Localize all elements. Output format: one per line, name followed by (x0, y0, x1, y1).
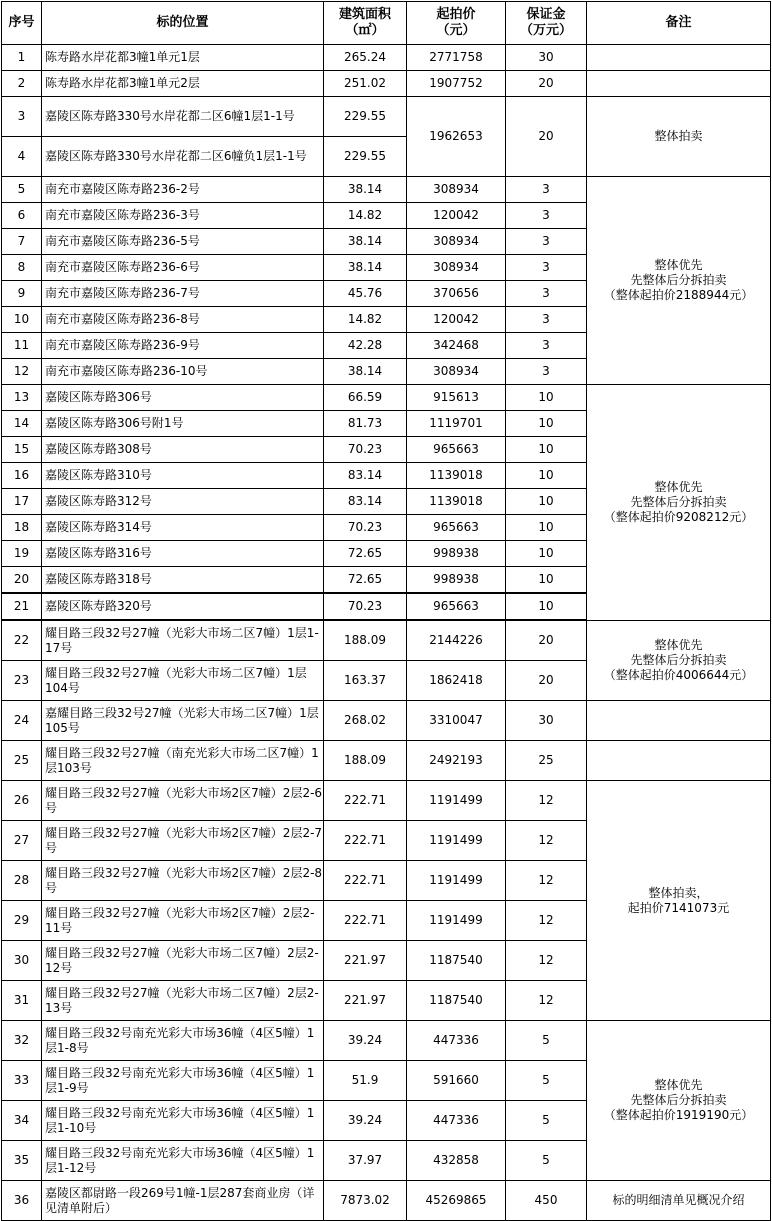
cell-deposit: 20 (506, 71, 587, 97)
note-line: 先整体后分拆拍卖 (630, 652, 727, 667)
cell-note (587, 45, 771, 71)
cell-deposit: 5 (506, 1061, 587, 1101)
cell-seq: 10 (2, 307, 42, 333)
cell-seq: 32 (2, 1021, 42, 1061)
cell-seq: 26 (2, 781, 42, 821)
cell-area: 72.65 (324, 541, 407, 567)
cell-price: 308934 (407, 255, 506, 281)
cell-seq: 33 (2, 1061, 42, 1101)
cell-seq: 27 (2, 821, 42, 861)
cell-seq: 18 (2, 515, 42, 541)
cell-price: 308934 (407, 177, 506, 203)
cell-seq: 8 (2, 255, 42, 281)
cell-area: 7873.02 (324, 1181, 407, 1221)
cell-area: 229.55 (324, 137, 407, 177)
cell-seq: 16 (2, 463, 42, 489)
cell-location: 南充市嘉陵区陈寿路236-6号 (42, 255, 324, 281)
cell-seq: 28 (2, 861, 42, 901)
cell-price: 998938 (407, 541, 506, 567)
cell-area: 14.82 (324, 307, 407, 333)
note-line: 先整体后分拆拍卖 (630, 494, 727, 509)
cell-price: 1139018 (407, 489, 506, 515)
cell-seq: 35 (2, 1141, 42, 1181)
cell-area: 222.71 (324, 861, 407, 901)
cell-seq: 13 (2, 385, 42, 411)
cell-note (587, 741, 771, 781)
cell-area: 70.23 (324, 515, 407, 541)
cell-note-group-1 (587, 177, 771, 385)
table-row (2, 97, 771, 137)
cell-deposit: 12 (506, 981, 587, 1021)
cell-price: 2771758 (407, 45, 506, 71)
cell-location: 嘉陵区陈寿路330号水岸花都二区6幢负1层1-1号 (42, 137, 324, 177)
cell-seq: 11 (2, 333, 42, 359)
cell-location: 耀目路三段32号27幢（光彩大市场二区7幢）2层2-13号 (42, 981, 324, 1021)
cell-price: 965663 (407, 515, 506, 541)
header-area (324, 2, 407, 45)
cell-note-group-3 (587, 620, 771, 701)
cell-seq: 3 (2, 97, 42, 137)
cell-note-group-2 (587, 385, 771, 621)
cell-note (587, 71, 771, 97)
cell-deposit: 12 (506, 941, 587, 981)
cell-location: 南充市嘉陵区陈寿路236-10号 (42, 359, 324, 385)
note-line: 整体拍卖， (648, 885, 709, 900)
cell-seq: 36 (2, 1181, 42, 1221)
cell-area: 38.14 (324, 177, 407, 203)
cell-area: 188.09 (324, 741, 407, 781)
cell-area: 51.9 (324, 1061, 407, 1101)
cell-deposit: 3 (506, 177, 587, 203)
cell-price: 998938 (407, 567, 506, 594)
header-deposit-line2: （万元） (519, 23, 572, 38)
note-line: 整体优先 (654, 637, 703, 652)
cell-location: 陈寿路水岸花都3幢1单元1层 (42, 45, 324, 71)
cell-area: 265.24 (324, 45, 407, 71)
cell-location: 南充市嘉陵区陈寿路236-5号 (42, 229, 324, 255)
cell-area: 42.28 (324, 333, 407, 359)
cell-note-group-5 (587, 1021, 771, 1181)
note-line: （整体起拍价1919190元） (603, 1108, 754, 1122)
cell-deposit: 12 (506, 861, 587, 901)
cell-location: 南充市嘉陵区陈寿路236-3号 (42, 203, 324, 229)
cell-location: 耀目路三段32号27幢（光彩大市场2区7幢）2层2-11号 (42, 901, 324, 941)
cell-location: 耀目路三段32号南充光彩大市场36幢（4区5幢）1层1-10号 (42, 1101, 324, 1141)
cell-note-detail: 标的明细清单见概况介绍 (587, 1181, 771, 1221)
cell-area: 222.71 (324, 901, 407, 941)
cell-price: 2144226 (407, 620, 506, 661)
cell-deposit: 3 (506, 359, 587, 385)
cell-price: 965663 (407, 437, 506, 463)
header-price-line2: （元） (436, 23, 476, 38)
cell-seq: 31 (2, 981, 42, 1021)
cell-price: 308934 (407, 359, 506, 385)
header-seq: 序号 (2, 2, 42, 45)
note-line: 整体优先 (654, 479, 703, 494)
cell-location: 耀目路三段32号27幢（光彩大市场二区7幢）1层1-17号 (42, 620, 324, 661)
cell-area: 45.76 (324, 281, 407, 307)
cell-deposit: 10 (506, 567, 587, 594)
cell-location: 耀目路三段32号27幢（光彩大市场2区7幢）2层2-7号 (42, 821, 324, 861)
note-line: 先整体后分拆拍卖 (630, 273, 727, 287)
cell-location: 耀目路三段32号27幢（光彩大市场二区7幢）1层104号 (42, 661, 324, 701)
cell-seq: 24 (2, 701, 42, 741)
cell-deposit: 3 (506, 229, 587, 255)
note-line: 起拍价7141073元 (627, 900, 730, 915)
cell-location: 耀目路三段32号27幢（光彩大市场2区7幢）2层2-6号 (42, 781, 324, 821)
cell-location: 嘉陵区陈寿路306号 (42, 385, 324, 411)
cell-note-group-4 (587, 781, 771, 1021)
cell-deposit: 10 (506, 489, 587, 515)
cell-seq: 4 (2, 137, 42, 177)
cell-deposit: 3 (506, 255, 587, 281)
cell-location: 嘉陵区陈寿路318号 (42, 567, 324, 594)
cell-seq: 17 (2, 489, 42, 515)
cell-price: 591660 (407, 1061, 506, 1101)
cell-location: 陈寿路水岸花都3幢1单元2层 (42, 71, 324, 97)
table-row (2, 177, 771, 203)
cell-deposit: 12 (506, 821, 587, 861)
cell-area: 38.14 (324, 229, 407, 255)
table-row (2, 741, 771, 781)
cell-seq: 7 (2, 229, 42, 255)
header-deposit (506, 2, 587, 45)
table-row (2, 45, 771, 71)
cell-area: 81.73 (324, 411, 407, 437)
cell-price: 308934 (407, 229, 506, 255)
cell-location: 耀目路三段32号27幢（光彩大市场二区7幢）2层2-12号 (42, 941, 324, 981)
cell-location: 南充市嘉陵区陈寿路236-9号 (42, 333, 324, 359)
cell-location: 嘉陵区陈寿路316号 (42, 541, 324, 567)
cell-area: 39.24 (324, 1101, 407, 1141)
cell-price: 120042 (407, 307, 506, 333)
cell-area: 251.02 (324, 71, 407, 97)
note-line: 先整体后分拆拍卖 (630, 1093, 727, 1107)
cell-location: 嘉陵区陈寿路308号 (42, 437, 324, 463)
cell-price: 45269865 (407, 1181, 506, 1221)
cell-deposit: 20 (506, 620, 587, 661)
cell-location: 耀目路三段32号南充光彩大市场36幢（4区5幢）1层1-12号 (42, 1141, 324, 1181)
cell-price: 1191499 (407, 861, 506, 901)
cell-area: 222.71 (324, 821, 407, 861)
cell-seq: 30 (2, 941, 42, 981)
header-row (2, 2, 771, 45)
cell-price: 120042 (407, 203, 506, 229)
header-area-line2: （㎡） (345, 23, 385, 38)
cell-deposit: 30 (506, 701, 587, 741)
cell-price: 1119701 (407, 411, 506, 437)
cell-deposit: 3 (506, 307, 587, 333)
cell-seq: 9 (2, 281, 42, 307)
cell-location: 耀目路三段32号南充光彩大市场36幢（4区5幢）1层1-9号 (42, 1061, 324, 1101)
cell-seq: 22 (2, 620, 42, 661)
cell-price: 1191499 (407, 821, 506, 861)
header-price-line1: 起拍价 (436, 7, 476, 22)
table-row (2, 781, 771, 821)
cell-area: 222.71 (324, 781, 407, 821)
cell-deposit: 3 (506, 281, 587, 307)
cell-deposit: 3 (506, 333, 587, 359)
cell-seq: 25 (2, 741, 42, 781)
table-row (2, 1181, 771, 1221)
cell-deposit: 450 (506, 1181, 587, 1221)
cell-price: 447336 (407, 1101, 506, 1141)
cell-price: 1187540 (407, 941, 506, 981)
cell-seq: 14 (2, 411, 42, 437)
cell-area: 66.59 (324, 385, 407, 411)
cell-location: 嘉陵区陈寿路320号 (42, 593, 324, 620)
cell-deposit: 10 (506, 515, 587, 541)
note-line: 整体优先 (654, 1078, 703, 1092)
cell-price: 1907752 (407, 71, 506, 97)
table-row (2, 620, 771, 661)
cell-price: 1191499 (407, 901, 506, 941)
cell-deposit: 10 (506, 437, 587, 463)
cell-seq: 20 (2, 567, 42, 594)
cell-deposit: 10 (506, 541, 587, 567)
cell-deposit: 5 (506, 1101, 587, 1141)
cell-location: 嘉陵区陈寿路310号 (42, 463, 324, 489)
cell-area: 39.24 (324, 1021, 407, 1061)
cell-seq: 19 (2, 541, 42, 567)
cell-area: 188.09 (324, 620, 407, 661)
cell-deposit: 12 (506, 901, 587, 941)
cell-location: 耀目路三段32号南充光彩大市场36幢（4区5幢）1层1-8号 (42, 1021, 324, 1061)
cell-deposit: 5 (506, 1141, 587, 1181)
table-row (2, 71, 771, 97)
cell-area: 70.23 (324, 593, 407, 620)
cell-seq: 23 (2, 661, 42, 701)
header-location: 标的位置 (42, 2, 324, 45)
cell-seq: 12 (2, 359, 42, 385)
cell-price: 370656 (407, 281, 506, 307)
cell-area: 229.55 (324, 97, 407, 137)
cell-location: 南充市嘉陵区陈寿路236-8号 (42, 307, 324, 333)
header-area-line1: 建筑面积 (338, 7, 391, 22)
cell-price: 1962653 (407, 97, 506, 177)
cell-area: 163.37 (324, 661, 407, 701)
note-line: （整体起拍价9208212元） (603, 509, 754, 524)
cell-location: 嘉陵区陈寿路312号 (42, 489, 324, 515)
cell-deposit: 10 (506, 385, 587, 411)
cell-price: 342468 (407, 333, 506, 359)
cell-area: 83.14 (324, 463, 407, 489)
table-row (2, 701, 771, 741)
cell-deposit: 10 (506, 463, 587, 489)
cell-price: 1139018 (407, 463, 506, 489)
cell-price: 2492193 (407, 741, 506, 781)
cell-price: 1187540 (407, 981, 506, 1021)
cell-location: 嘉耀目路三段32号27幢（光彩大市场二区7幢）1层105号 (42, 701, 324, 741)
cell-area: 83.14 (324, 489, 407, 515)
cell-price: 432858 (407, 1141, 506, 1181)
header-price (407, 2, 506, 45)
cell-deposit: 20 (506, 97, 587, 177)
cell-seq: 15 (2, 437, 42, 463)
auction-table (1, 1, 771, 1221)
header-deposit-line1: 保证金 (526, 7, 566, 22)
cell-area: 221.97 (324, 941, 407, 981)
cell-deposit: 5 (506, 1021, 587, 1061)
cell-price: 1191499 (407, 781, 506, 821)
cell-area: 72.65 (324, 567, 407, 594)
table-row (2, 385, 771, 411)
cell-deposit: 12 (506, 781, 587, 821)
cell-location: 南充市嘉陵区陈寿路236-7号 (42, 281, 324, 307)
cell-seq: 1 (2, 45, 42, 71)
cell-location: 南充市嘉陵区陈寿路236-2号 (42, 177, 324, 203)
cell-location: 嘉陵区陈寿路314号 (42, 515, 324, 541)
cell-seq: 21 (2, 593, 42, 620)
cell-deposit: 10 (506, 411, 587, 437)
cell-location: 嘉陵区陈寿路306号附1号 (42, 411, 324, 437)
note-line: （整体起拍价4006644元） (603, 667, 754, 682)
cell-seq: 6 (2, 203, 42, 229)
cell-deposit: 25 (506, 741, 587, 781)
note-line: 整体优先 (654, 258, 703, 272)
cell-location: 嘉陵区陈寿路330号水岸花都二区6幢1层1-1号 (42, 97, 324, 137)
cell-price: 447336 (407, 1021, 506, 1061)
cell-area: 268.02 (324, 701, 407, 741)
cell-seq: 2 (2, 71, 42, 97)
cell-area: 14.82 (324, 203, 407, 229)
cell-seq: 29 (2, 901, 42, 941)
cell-location: 耀目路三段32号27幢（光彩大市场2区7幢）2层2-8号 (42, 861, 324, 901)
table-row (2, 1021, 771, 1061)
cell-area: 70.23 (324, 437, 407, 463)
cell-price: 915613 (407, 385, 506, 411)
cell-price: 965663 (407, 593, 506, 620)
cell-note-group-whole: 整体拍卖 (587, 97, 771, 177)
cell-seq: 34 (2, 1101, 42, 1141)
cell-note (587, 701, 771, 741)
cell-seq: 5 (2, 177, 42, 203)
cell-price: 3310047 (407, 701, 506, 741)
cell-location: 耀目路三段32号27幢（南充光彩大市场二区7幢）1层103号 (42, 741, 324, 781)
header-note: 备注 (587, 2, 771, 45)
note-line: （整体起拍价2188944元） (603, 288, 754, 302)
cell-area: 37.97 (324, 1141, 407, 1181)
cell-area: 38.14 (324, 255, 407, 281)
cell-area: 221.97 (324, 981, 407, 1021)
cell-price: 1862418 (407, 661, 506, 701)
cell-deposit: 3 (506, 203, 587, 229)
cell-location: 嘉陵区都尉路一段269号1幢-1层287套商业房（详见清单附后） (42, 1181, 324, 1221)
cell-deposit: 20 (506, 661, 587, 701)
cell-area: 38.14 (324, 359, 407, 385)
cell-deposit: 30 (506, 45, 587, 71)
cell-deposit: 10 (506, 593, 587, 620)
